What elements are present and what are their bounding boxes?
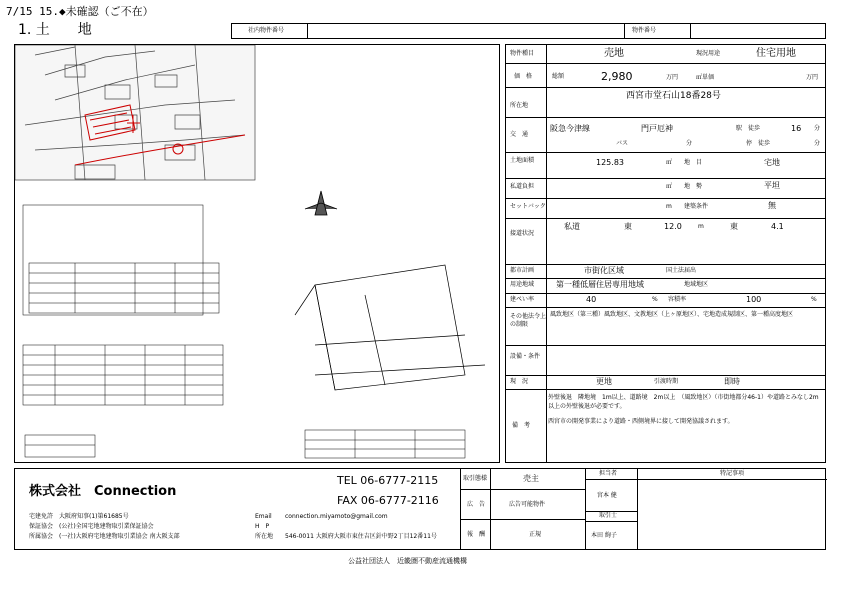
chimoku-value: 宅地 [764,158,780,167]
walk-unit: 分 [814,125,821,132]
coverage-unit: % [652,296,658,303]
company-name: 株式会社 Connection [29,484,177,499]
land-law-label: 国土法届出 [666,267,697,274]
staff-label: 担当者 [599,470,618,477]
line-value: 阪急今津線 [550,124,590,133]
conditions-value: 無 [768,201,776,210]
hp-label: H P [255,523,270,530]
status-label: 現 況 [510,378,529,385]
setback-unit: m [666,203,672,210]
biz-label: 取引士 [599,512,618,519]
setback-label: セットバック [510,203,546,210]
private-road-unit: ㎡ [666,183,673,190]
location-value: 西宮市堂石山18番28号 [626,91,721,101]
type-value: 売地 [604,48,624,59]
land-area-unit: ㎡ [666,159,673,166]
road-dir1: 東 [624,222,632,231]
facilities-label: 設備・条件 [510,353,541,360]
restrictions-label: その他法令上の制限 [510,313,547,328]
property-table [505,44,826,463]
fee-label: 報 酬 [467,531,486,538]
restrictions-value: 風致地区（第三種）風致地区、文教地区（上ヶ原地区）、宅地造成規制区、第一種高度地区 [550,311,794,318]
far-unit: % [811,296,817,303]
status-value: 更地 [596,377,612,386]
price-sub: 総額 [552,73,565,80]
company-assoc2: 所属協会 (一社)大阪府宅地建物取引業協会 南大阪支部 [29,533,180,540]
district-label: 地域地区 [684,281,709,288]
walk-label: 駅 徒歩 [736,125,761,132]
city-plan-label: 都市計画 [510,267,535,274]
bukken-number-label: 物件番号 [632,27,657,34]
office-number-label: 社内物件番号 [248,27,285,34]
notes-line2: 西宮市の開発事業により道路・西側境界に接して開発協議されます。 [548,418,734,425]
address-label: 所在地 [255,533,274,540]
bus-walk-label: 停 徒歩 [746,140,771,147]
road-label: 接道状況 [510,230,535,237]
bus-walk-unit: 分 [814,140,821,147]
company-license: 宅建免許 大阪府知事(1)第61685号 [29,513,129,520]
section-title: 1. 土 地 [18,22,92,38]
notes-label: 備 考 [512,422,531,429]
coverage-label: 建ぺい率 [510,296,535,303]
company-assoc1: 保証協会 (公社)全国宅地建物取引業保証協会 [29,523,154,530]
price-label: 価 格 [514,73,533,80]
walk-value: 16 [791,124,802,133]
zone-value: 第一種低層住居専用地域 [556,280,644,289]
price-value: 2,980 [601,70,633,83]
private-road-label: 私道負担 [510,183,535,190]
trade-label: 取引態様 [463,475,488,482]
address-value: 546-0011 大阪府大阪市東住吉区針中野2丁目12番11号 [285,533,437,540]
fee-value: 正規 [529,531,542,538]
price-unit: 万円 [666,74,679,81]
notes-line1: 外壁後退 隣地境 1m以上、道路境 2m以上 （風致地区）（市街地都分46-1）や道路とみなし2m以上の外壁後退が必要です。 [548,394,819,410]
unit-price-label: ㎡単価 [696,74,715,81]
conditions-label: 建築条件 [684,203,709,210]
terrain-label: 地 勢 [684,183,703,190]
company-block [14,468,826,550]
staff-value: 宮本 健 [597,492,617,499]
chimoku-label: 地 目 [684,159,703,166]
bus-label: バス [616,140,629,147]
footer-org: 公益社団法人 近畿圏不動産流通機構 [348,557,467,565]
coverage-value: 40 [586,295,597,304]
far-label: 容積率 [668,296,687,303]
transport-label: 交 通 [510,131,529,138]
location-label: 所在地 [510,102,529,109]
road-type: 私道 [564,222,580,231]
handover-label: 引渡時期 [654,378,679,385]
land-area-label: 土地面積 [510,157,535,164]
far-value: 100 [746,295,762,304]
handover-value: 即時 [724,377,740,386]
bus-unit: 分 [686,140,693,147]
road-dir2: 東 [730,222,738,231]
site-map [15,45,500,463]
type-label: 物件種目 [510,50,535,57]
map-panel [14,44,500,463]
zoning-use-value: 住宅用地 [756,48,796,59]
terrain-value: 平坦 [764,181,780,190]
ad-value: 広告可能物件 [509,501,546,508]
biz-value: 本田 絢子 [591,532,617,539]
road-width1: 12.0 [664,222,682,231]
ad-label: 広 告 [467,501,486,508]
trade-value: 売主 [523,474,539,483]
city-plan-value: 市街化区域 [584,266,624,275]
email-value: connection.miyamoto@gmail.com [285,513,388,520]
road-width-unit: m [698,223,704,230]
company-tel: TEL 06-6777-2115 [337,474,439,487]
company-fax: FAX 06-6777-2116 [337,494,439,507]
zone-label: 用途地域 [510,281,535,288]
station-value: 門戸厄神 [641,124,673,133]
note-title: 特記事項 [720,470,745,477]
unit-price-unit: 万円 [806,74,819,81]
top-note: 7/15 15.◆未確認（ご不在） [6,5,154,18]
zoning-use-label: 現況用途 [696,50,721,57]
id-strip [231,23,826,39]
road-width2: 4.1 [771,222,784,231]
land-area-value: 125.83 [596,158,624,167]
email-label: Email [255,513,272,520]
